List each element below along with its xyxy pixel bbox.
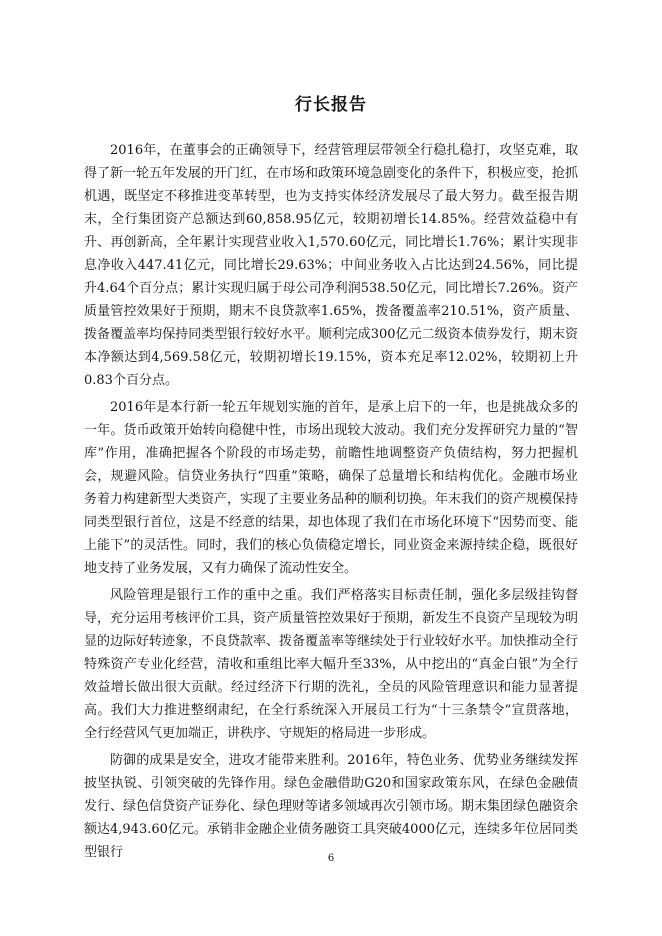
body-paragraph: 2016年，在董事会的正确领导下，经营管理层带领全行稳扎稳打，攻坚克难，取得了新一轮五年发展的开门红，在市场和政策环境急剧变化的条件下，积极应变，抢抓机遇，既坚定不移推进变革转型，也为支持实体经济发展尽了最大努力。截至报告期末，全行集团资产总额达到60,858.95亿元，较期初增长14.85%。经营效益稳中有升、再创新高，全年累计实现营业收入1,570.60亿元，同比增长1.76%；累计实现非息净收入447.41亿元，同比增长29.63%；中间业务收入占比达到24.56%，同比提升4.64个百分点；累计实现归属于母公司净利润538.50亿元，同比增长7.26%。资产质量管控效果好于预期，期末不良贷款率1.65%，拨备覆盖率210.51%，资产质量、拨备覆盖率均保持同类型银行较好水平。顺利完成300亿元二级资本债券发行，期末资本净额达到4,569.58亿元，较期初增长19.15%，资本充足率12.02%，较期初上升0.83个百分点。 <box>84 143 579 388</box>
body-paragraph: 2016年是本行新一轮五年规划实施的首年，是承上启下的一年，也是挑战众多的一年。货币政策开始转向稳健中性，市场出现较大波动。我们充分发挥研究力量的“智库”作用，准确把握各个阶段的市场走势，前瞻性地调整资产负债结构，努力把握机会，规避风险。信贷业务执行“四重”策略，确保了总量增长和结构优化。金融市场业务着力构建新型大类资产，实现了主要业务品种的顺利切换。年末我们的资产规模保持同类型银行首位，这是不经意的结果，却也体现了我们在市场化环境下“因势而变、能上能下”的灵活性。同时，我们的核心负债稳定增长，同业资金来源持续企稳，既很好地支持了业务发展，又有力确保了流动性安全。 <box>84 400 579 576</box>
page-number: 6 <box>327 853 335 864</box>
page-title: 行长报告 <box>295 95 367 115</box>
body-paragraph: 防御的成果是安全，进攻才能带来胜利。2016年，特色业务、优势业务继续发挥披坚执锐、引领突破的先锋作用。绿色金融借助G20和国家政策东风，在绿色金融债发行、绿色信贷资产证券化、绿色理财等诸多领域再次引领市场。期末集团绿色融资余额达4,943.60亿元。承销非金融企业债务融资工具突破4000亿元，连续多年位居同类型银行 <box>84 753 579 860</box>
body-paragraph: 风险管理是银行工作的重中之重。我们严格落实目标责任制，强化多层级挂钩督导，充分运用考核评价工具，资产质量管控效果好于预期，新发生不良资产呈现较为明显的边际好转迹象，不良贷款率、拨备覆盖率等继续处于行业较好水平。加快推动全行特殊资产专业化经营，清收和重组比率大幅升至33%，从中挖出的“真金白银”为全行效益增长做出很大贡献。经过经济下行期的洗礼，全员的风险管理意识和能力显著提高。我们大力推进整纲肃纪，在全行系统深入开展员工行为“十三条禁令”宣贯落地，全行经营风气更加端正，讲秩序、守规矩的格局进一步形成。 <box>84 588 579 741</box>
